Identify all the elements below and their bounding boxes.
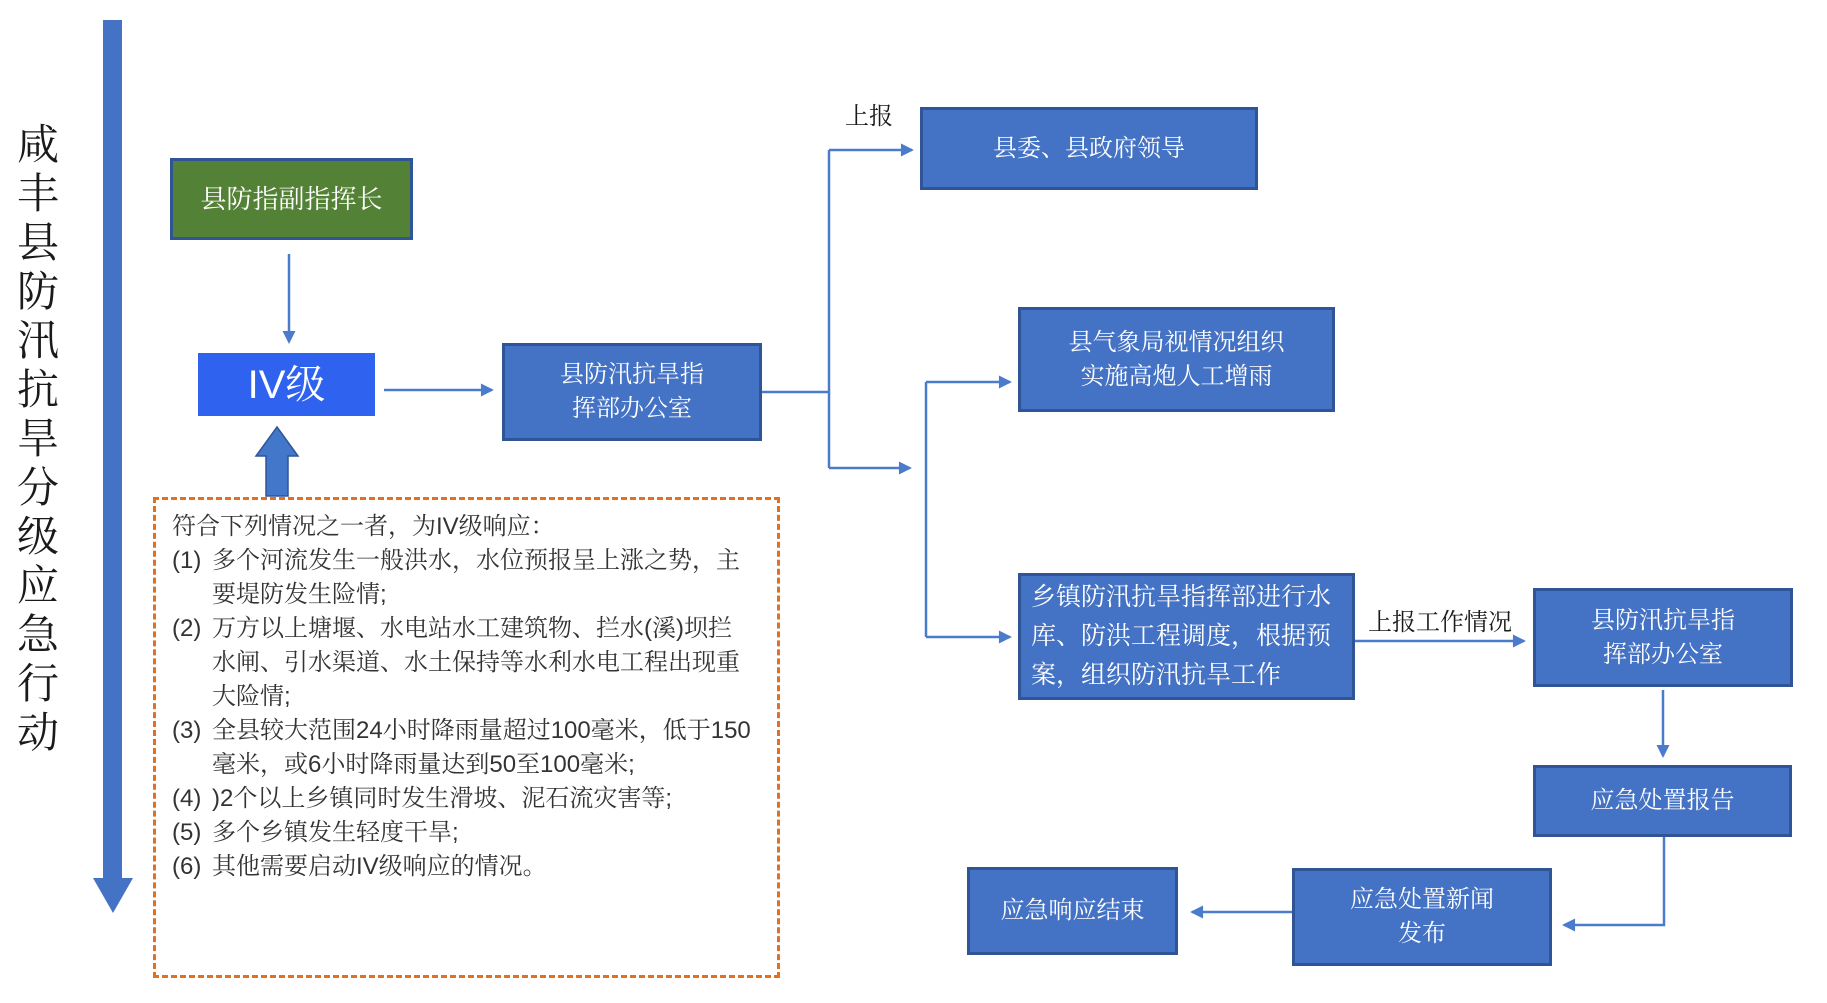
condition-item: (6) 其他需要启动IV级响应的情况。 xyxy=(172,853,547,880)
condition-item: (2) 万方以上塘堰、水电站水工建筑物、拦水(溪)坝拦 水闸、引水渠道、水土保持等水利水电工程出现重 大险情; xyxy=(172,615,740,710)
label-report-up: 上报 xyxy=(845,103,893,130)
diagram-title: 咸 丰 县 防 汛 抗 旱 分 级 应 急 行 动 xyxy=(16,121,59,756)
node-weather-bureau: 县气象局视情况组织 实施高炮人工增雨 xyxy=(1018,307,1335,412)
conditions-to-level-arrow xyxy=(256,427,298,496)
timeline-arrow xyxy=(93,20,133,913)
conditions-list xyxy=(172,544,763,884)
node-county-flood-office-2: 县防汛抗旱指 挥部办公室 xyxy=(1533,588,1793,687)
node-township-headquarters: 乡镇防汛抗旱指挥部进行水 库、防洪工程调度，根据预 案，组织防汛抗旱工作 xyxy=(1018,573,1355,700)
node-county-flood-office: 县防汛抗旱指 挥部办公室 xyxy=(502,343,762,441)
condition-item: (4) )2个以上乡镇同时发生滑坡、泥石流灾害等; xyxy=(172,785,673,812)
node-response-end: 应急响应结束 xyxy=(967,867,1178,955)
label-report-work-status: 上报工作情况 xyxy=(1368,609,1512,636)
node-level-iv: IV级 xyxy=(198,353,375,416)
node-deputy-commander: 县防指副指挥长 xyxy=(170,158,413,240)
condition-item: (1) 多个河流发生一般洪水，水位预报呈上涨之势，主 要堤防发生险情; xyxy=(172,547,740,608)
arrow-report-to-news xyxy=(1564,837,1664,925)
node-news-release: 应急处置新闻 发布 xyxy=(1292,868,1552,966)
condition-item: (5) 多个乡镇发生轻度干旱; xyxy=(172,819,459,846)
conditions-intro: 符合下列情况之一者，为IV级响应： xyxy=(172,513,555,540)
condition-item: (3) 全县较大范围24小时降雨量超过100毫米，低于150 毫米，或6小时降雨量达到50至100毫米; xyxy=(172,717,751,778)
node-emergency-report: 应急处置报告 xyxy=(1533,765,1792,837)
conditions-box xyxy=(153,497,780,978)
node-county-leaders: 县委、县政府领导 xyxy=(920,107,1258,190)
